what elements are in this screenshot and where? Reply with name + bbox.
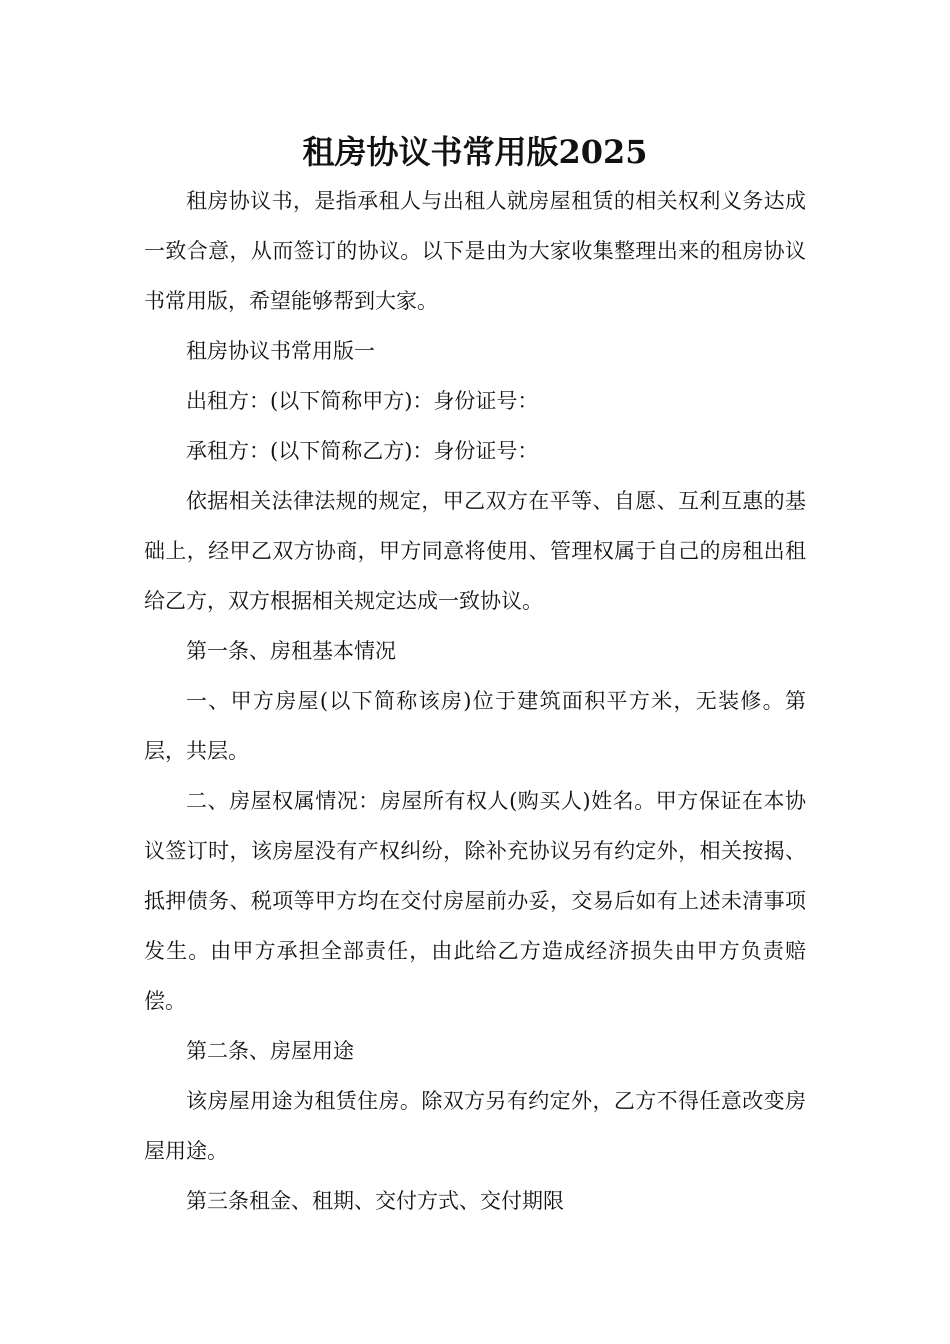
document-body <box>144 176 806 1226</box>
document-title: 租房协议书常用版2025 <box>302 133 648 171</box>
lessee-line: 承租方：(以下简称乙方)：身份证号： <box>186 439 539 463</box>
article-two-paragraph: 该房屋用途为租赁住房。除双方另有约定外，乙方不得任意改变房屋用途。 <box>144 1089 806 1163</box>
section-heading-version-one: 租房协议书常用版一 <box>186 339 375 363</box>
article-two-heading: 第二条、房屋用途 <box>186 1039 354 1063</box>
article-one-item-two: 二、房屋权属情况：房屋所有权人(购买人)姓名。甲方保证在本协议签订时，该房屋没有产权纠纷，除补充协议另有约定外，相关按揭、抵押债务、税项等甲方均在交付房屋前办妥，交易后如有上述未清事项发生。由甲方承担全部责任，由此给乙方造成经济损失由甲方负责赔偿。 <box>144 789 806 1013</box>
article-three-heading: 第三条租金、租期、交付方式、交付期限 <box>186 1189 564 1213</box>
lessor-line: 出租方：(以下简称甲方)：身份证号： <box>186 389 539 413</box>
preamble-paragraph: 依据相关法律法规的规定，甲乙双方在平等、自愿、互利互惠的基础上，经甲乙双方协商，甲方同意将使用、管理权属于自己的房租出租给乙方，双方根据相关规定达成一致协议。 <box>144 489 806 613</box>
intro-paragraph: 租房协议书，是指承租人与出租人就房屋租赁的相关权利义务达成一致合意，从而签订的协议。以下是由为大家收集整理出来的租房协议书常用版，希望能够帮到大家。 <box>144 189 806 313</box>
article-one-heading: 第一条、房租基本情况 <box>186 639 396 663</box>
article-one-item-one: 一、甲方房屋(以下简称该房)位于建筑面积平方米，无装修。第层，共层。 <box>144 689 806 763</box>
